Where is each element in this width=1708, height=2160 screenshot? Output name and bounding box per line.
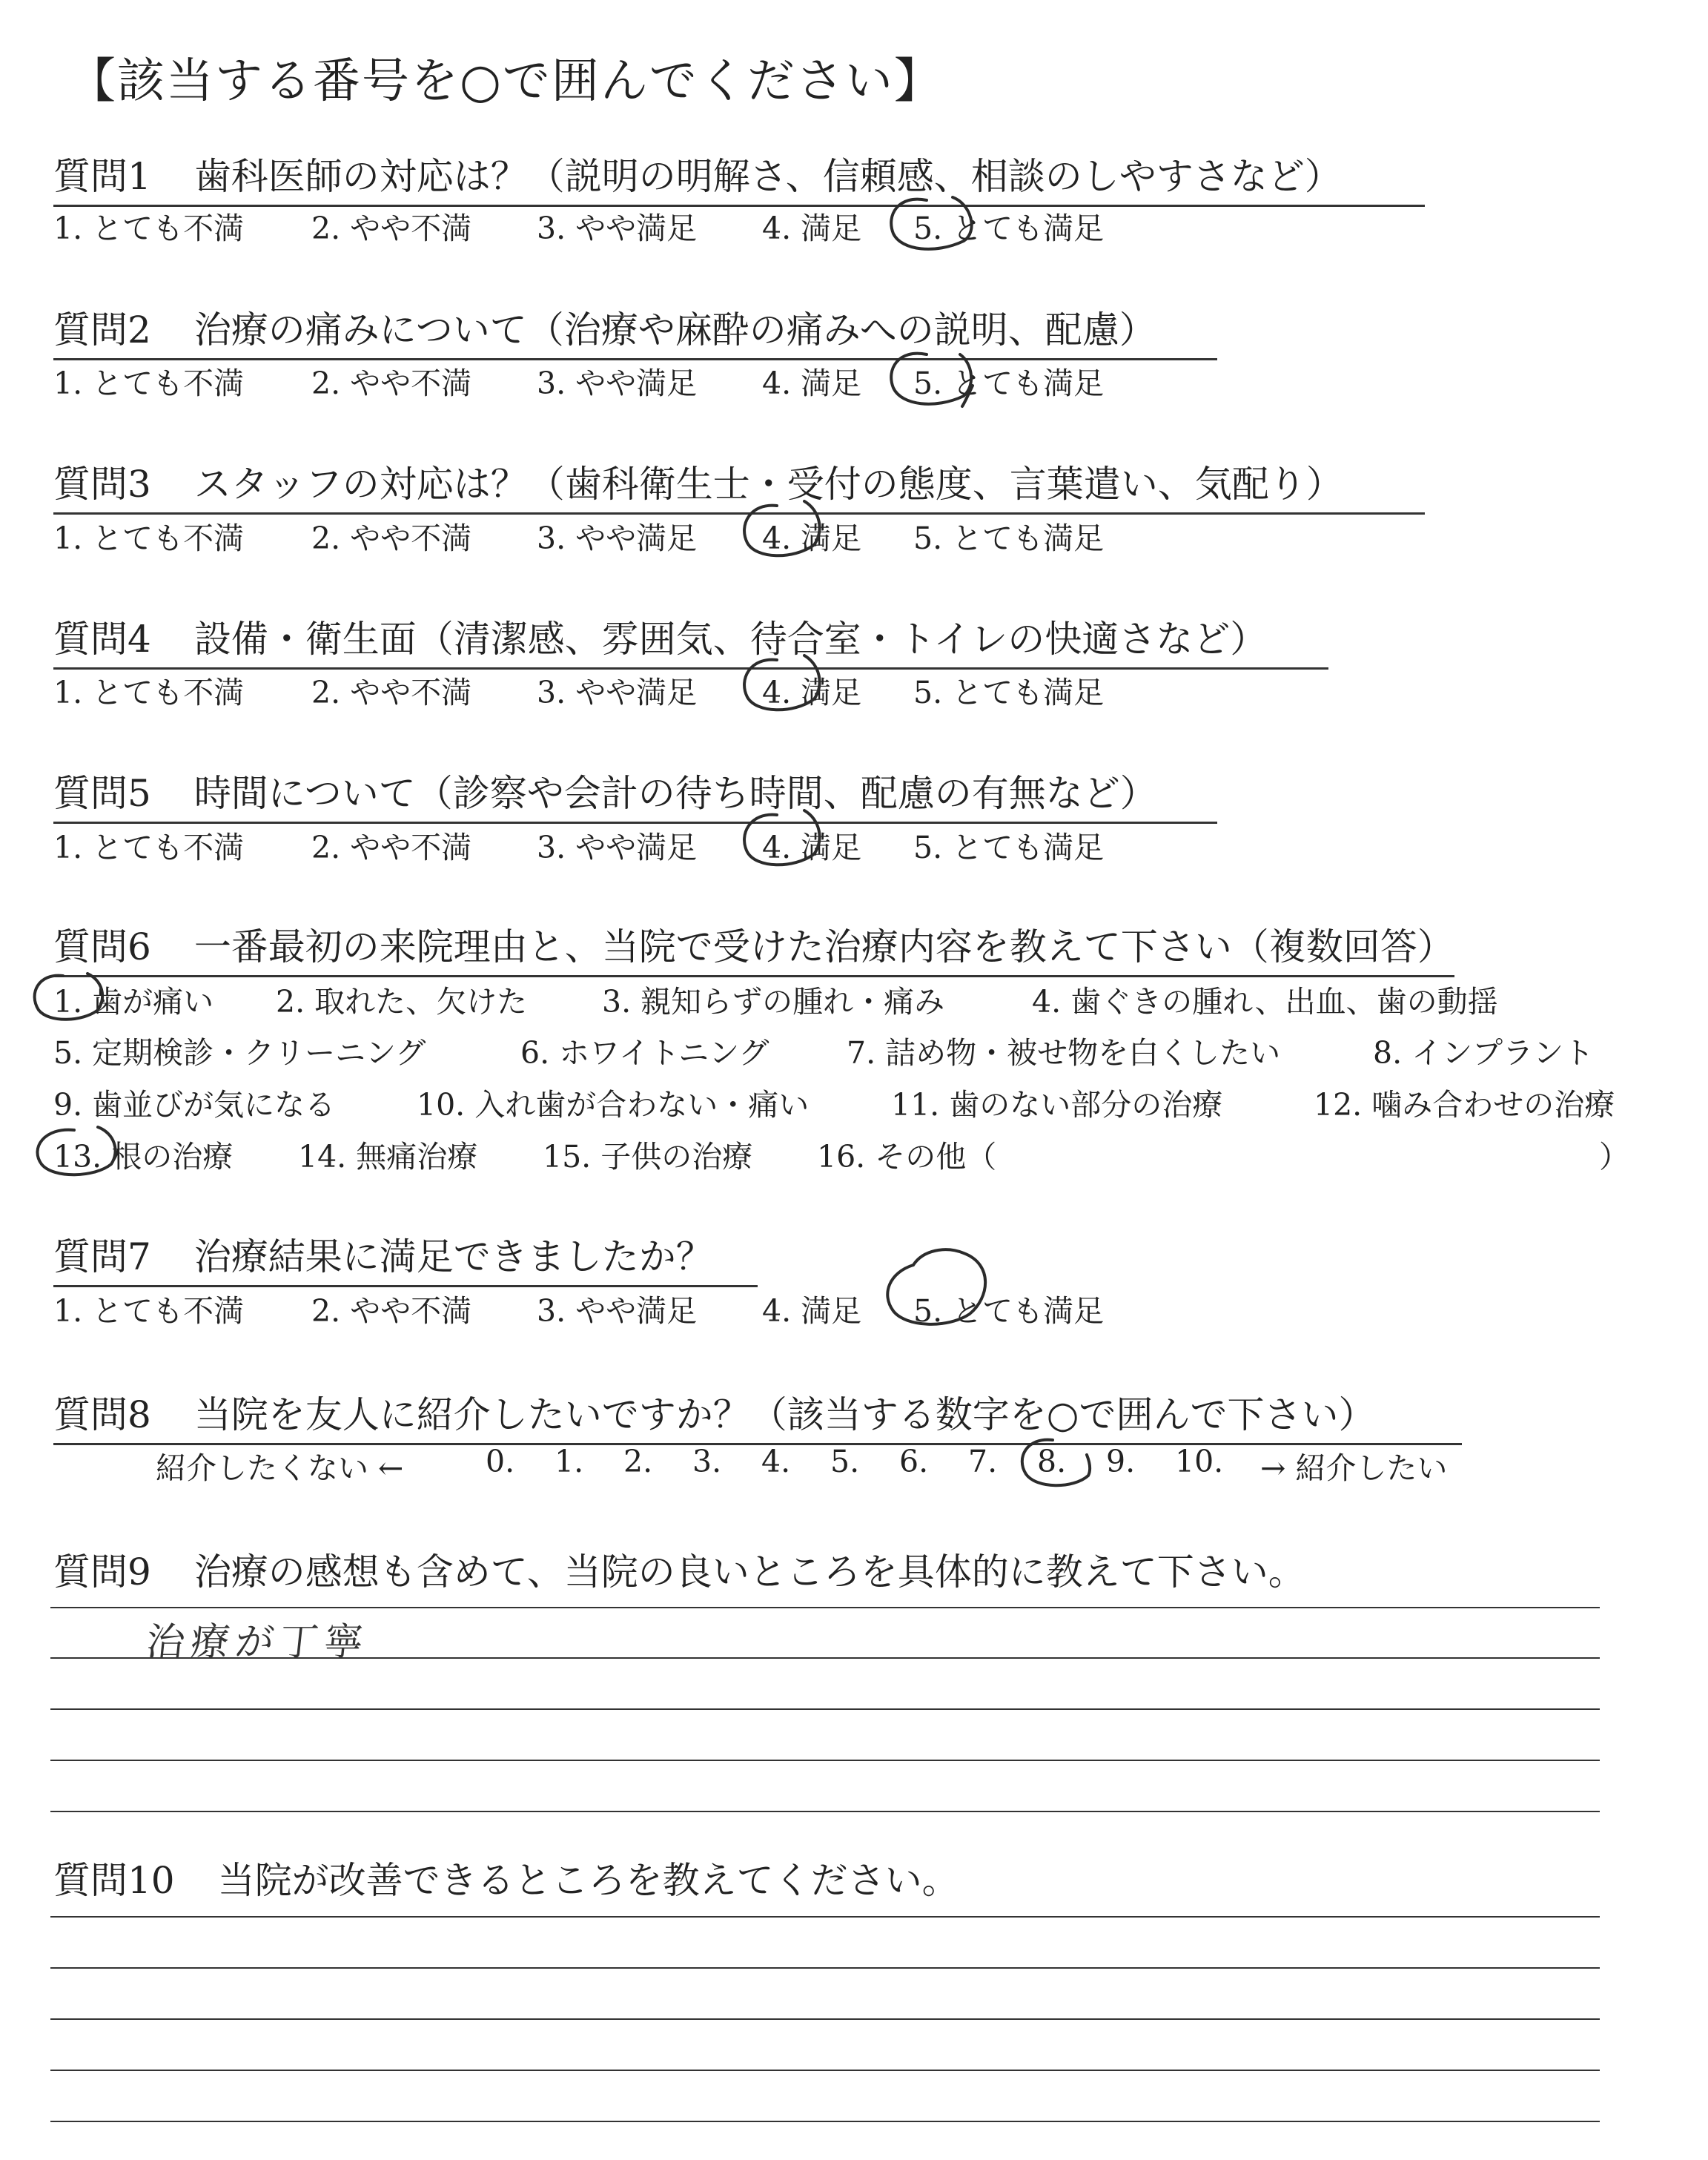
question-6-heading — [53, 917, 1454, 977]
option-4[interactable]: 4. 満足 — [762, 1293, 862, 1329]
scale-5[interactable]: 5. — [830, 1444, 860, 1479]
scale-0[interactable]: 0. — [486, 1444, 515, 1479]
scale-1[interactable]: 1. — [555, 1444, 584, 1479]
option-3[interactable]: 3. やや満足 — [537, 211, 698, 246]
option-10[interactable]: 10. 入れ歯が合わない・痛い — [417, 1087, 810, 1123]
question-number: 質問8 — [53, 1393, 151, 1436]
option-3[interactable]: 3. やや満足 — [537, 521, 698, 556]
option-13[interactable]: 13. 根の治療 — [53, 1139, 234, 1175]
option-3[interactable]: 3. やや満足 — [537, 675, 698, 710]
option-8[interactable]: 8. インプラント — [1373, 1035, 1595, 1071]
option-12[interactable]: 12. 噛み合わせの治療 — [1314, 1087, 1615, 1123]
option-1[interactable]: 1. とても不満 — [53, 830, 245, 865]
scale-4[interactable]: 4. — [761, 1444, 791, 1479]
answer-line — [50, 2121, 1600, 2122]
option-4[interactable]: 4. 満足 — [762, 366, 862, 401]
answer-line — [50, 2070, 1600, 2071]
question-5 — [53, 764, 1217, 824]
option-4[interactable]: 4. 歯ぐきの腫れ、出血、歯の動揺 — [1032, 984, 1498, 1020]
option-2[interactable]: 2. やや不満 — [311, 830, 472, 865]
option-5[interactable]: 5. 定期検診・クリーニング — [53, 1035, 426, 1071]
option-3[interactable]: 3. やや満足 — [537, 366, 698, 401]
option-3[interactable]: 3. やや満足 — [537, 1293, 698, 1329]
question-text: 当院を友人に紹介したいですか？（該当する数字を○で囲んで下さい） — [193, 1393, 1376, 1436]
option-9[interactable]: 9. 歯並びが気になる — [53, 1087, 336, 1123]
question-2-options — [53, 359, 1239, 403]
question-5-options — [53, 823, 1239, 868]
question-4-heading — [53, 610, 1328, 670]
question-3 — [53, 455, 1425, 515]
question-9-heading — [53, 1542, 1305, 1596]
question-2-heading — [53, 300, 1217, 360]
question-7-options — [53, 1287, 1239, 1331]
question-6 — [53, 917, 1454, 977]
scale-2[interactable]: 2. — [623, 1444, 653, 1479]
answer-line — [50, 1607, 1600, 1608]
question-text: 治療の感想も含めて、当院の良いところを具体的に教えて下さい。 — [193, 1550, 1305, 1593]
option-1[interactable]: 1. とても不満 — [53, 675, 245, 710]
option-6[interactable]: 6. ホワイトニング — [520, 1035, 769, 1071]
question-1-options — [53, 204, 1239, 248]
question-number: 質問6 — [53, 925, 151, 968]
option-2[interactable]: 2. やや不満 — [311, 521, 472, 556]
scale-right-label: → 紹介したい — [1260, 1450, 1448, 1486]
scale-9[interactable]: 9. — [1106, 1444, 1136, 1479]
answer-line — [50, 2018, 1600, 2020]
answer-line — [50, 1657, 1600, 1659]
scale-10[interactable]: 10. — [1175, 1444, 1224, 1479]
option-2[interactable]: 2. やや不満 — [311, 675, 472, 710]
question-text: 治療の痛みについて（治療や麻酔の痛みへの説明、配慮） — [193, 308, 1156, 351]
option-3[interactable]: 3. 親知らずの腫れ・痛み — [602, 984, 945, 1020]
option-7[interactable]: 7. 詰め物・被せ物を白くしたい — [847, 1035, 1281, 1071]
question-4-options — [53, 668, 1239, 713]
scale-3[interactable]: 3. — [692, 1444, 722, 1479]
question-number: 質問7 — [53, 1235, 151, 1278]
scale-8[interactable]: 8. — [1037, 1444, 1067, 1479]
option-1[interactable]: 1. とても不満 — [53, 366, 245, 401]
question-7 — [53, 1227, 758, 1287]
other-close-paren: ） — [1599, 1139, 1629, 1175]
question-1-heading — [53, 147, 1425, 207]
option-5[interactable]: 5. とても満足 — [913, 366, 1105, 401]
option-1[interactable]: 1. とても不満 — [53, 1293, 245, 1329]
question-number: 質問5 — [53, 772, 151, 815]
question-1 — [53, 147, 1425, 207]
option-14[interactable]: 14. 無痛治療 — [298, 1139, 478, 1175]
option-4[interactable]: 4. 満足 — [762, 830, 862, 865]
question-8 — [53, 1385, 1462, 1445]
option-5[interactable]: 5. とても満足 — [913, 830, 1105, 865]
question-text: 当院が改善できるところを教えてください。 — [217, 1859, 959, 1902]
option-5[interactable]: 5. とても満足 — [913, 521, 1105, 556]
handwritten-answer[interactable]: 治療が丁寧 — [144, 1620, 371, 1665]
question-4 — [53, 610, 1328, 670]
option-11[interactable]: 11. 歯のない部分の治療 — [891, 1087, 1223, 1123]
question-3-heading — [53, 455, 1425, 515]
question-10 — [53, 1851, 959, 1904]
question-number: 質問1 — [53, 155, 151, 198]
question-number: 質問4 — [53, 618, 151, 661]
question-6-row-4 — [53, 1132, 1669, 1177]
option-4[interactable]: 4. 満足 — [762, 211, 862, 246]
question-text: 治療結果に満足できましたか？ — [193, 1235, 713, 1278]
option-5[interactable]: 5. とても満足 — [913, 1293, 1105, 1329]
question-8-heading — [53, 1385, 1462, 1445]
page-title: 【該当する番号を○で囲んでください】 — [68, 54, 943, 109]
answer-line — [50, 1967, 1600, 1969]
question-text: 設備・衛生面（清潔感、雰囲気、待合室・トイレの快適さなど） — [193, 618, 1268, 661]
question-8-scale — [156, 1444, 1490, 1488]
scale-7[interactable]: 7. — [968, 1444, 998, 1479]
answer-line — [50, 1916, 1600, 1918]
question-2 — [53, 300, 1217, 360]
question-text: 時間について（診察や会計の待ち時間、配慮の有無など） — [193, 772, 1157, 815]
option-3[interactable]: 3. やや満足 — [537, 830, 698, 865]
option-2[interactable]: 2. やや不満 — [311, 211, 472, 246]
question-number: 質問2 — [53, 308, 151, 351]
question-6-row-1 — [53, 977, 1669, 1022]
answer-line — [50, 1811, 1600, 1812]
question-10-heading — [53, 1851, 959, 1904]
answer-line — [50, 1708, 1600, 1710]
option-1[interactable]: 1. とても不満 — [53, 521, 245, 556]
answer-line — [50, 1760, 1600, 1761]
question-5-heading — [53, 764, 1217, 824]
option-2[interactable]: 2. やや不満 — [311, 1293, 472, 1329]
question-number: 質問9 — [53, 1550, 151, 1593]
question-text: スタッフの対応は？（歯科衛生士・受付の態度、言葉遣い、気配り） — [193, 463, 1343, 506]
question-9 — [53, 1542, 1305, 1596]
scale-6[interactable]: 6. — [899, 1444, 929, 1479]
option-4[interactable]: 4. 満足 — [762, 521, 862, 556]
option-16[interactable]: 16. その他（ — [817, 1139, 997, 1175]
option-5[interactable]: 5. とても満足 — [913, 675, 1105, 710]
question-text: 一番最初の来院理由と、当院で受けた治療内容を教えて下さい（複数回答） — [193, 925, 1454, 968]
option-2[interactable]: 2. やや不満 — [311, 366, 472, 401]
question-6-row-2 — [53, 1028, 1669, 1073]
question-number: 質問10 — [53, 1859, 175, 1902]
question-7-heading — [53, 1227, 758, 1287]
option-1[interactable]: 1. 歯が痛い — [53, 984, 214, 1020]
question-number: 質問3 — [53, 463, 151, 506]
scale-left-label: 紹介したくない ← — [156, 1450, 404, 1486]
question-text: 歯科医師の対応は？（説明の明解さ、信頼感、相談のしやすさなど） — [193, 155, 1342, 198]
option-2[interactable]: 2. 取れた、欠けた — [276, 984, 528, 1020]
option-4[interactable]: 4. 満足 — [762, 675, 862, 710]
question-3-options — [53, 514, 1239, 558]
option-5[interactable]: 5. とても満足 — [913, 211, 1105, 246]
option-15[interactable]: 15. 子供の治療 — [543, 1139, 753, 1175]
question-6-row-3 — [53, 1080, 1669, 1125]
option-1[interactable]: 1. とても不満 — [53, 211, 245, 246]
